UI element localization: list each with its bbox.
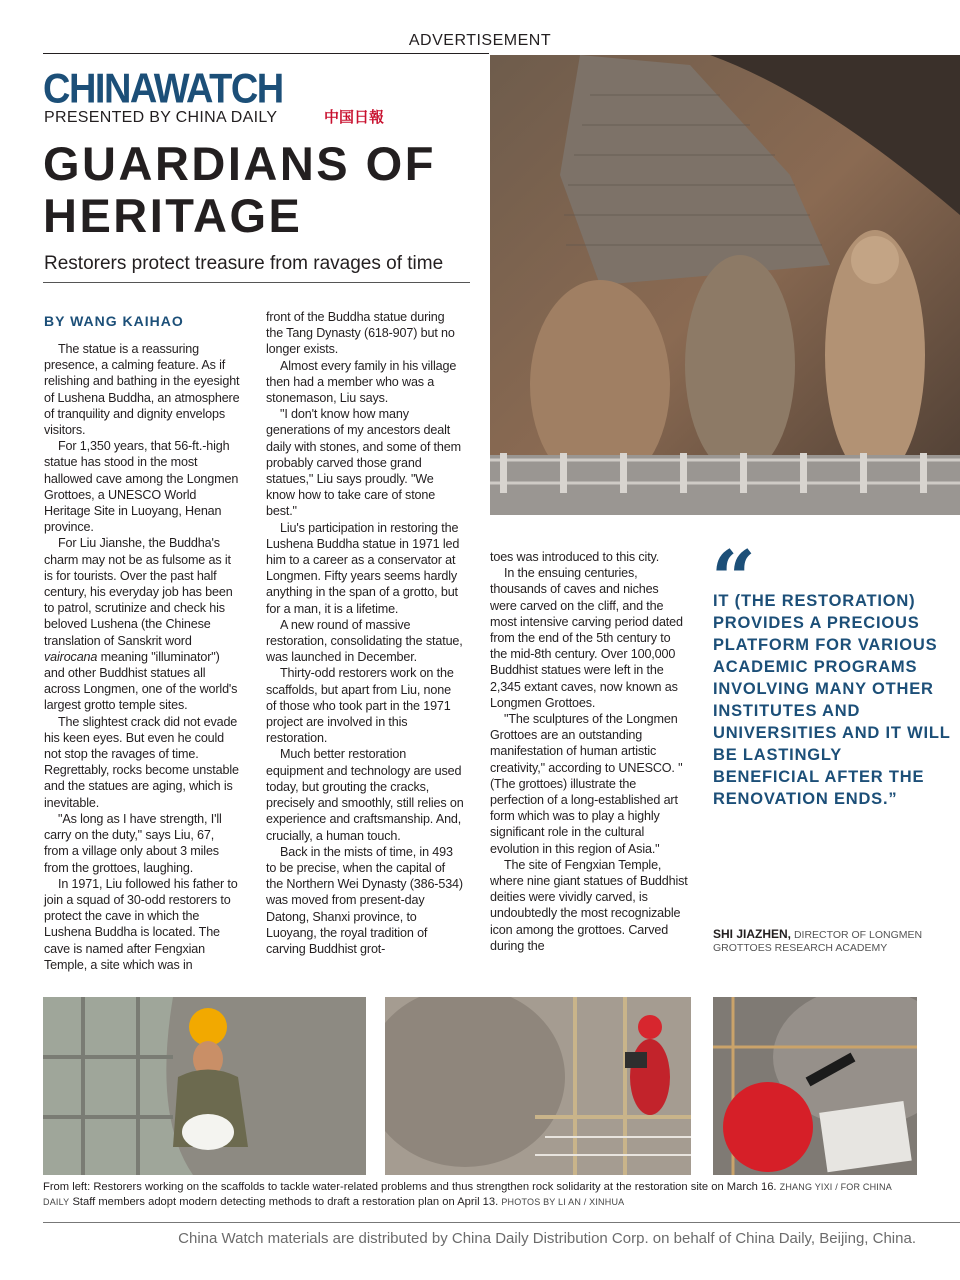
dek: Restorers protect treasure from ravages of time	[44, 253, 444, 274]
paragraph: A new round of massive restoration, consolidating the statue, was launched in December.	[266, 617, 463, 665]
paragraph: The site of Fengxian Temple, where nine giant statues of Buddhist deities were vividly carved, is undoubtedly the most recognizable icon among the grottoes. Carved during the	[490, 857, 688, 953]
paragraph: "I don't know how many generations of my ancestors dealt daily with stones, and some of them probably carved those grand statues," Liu says proudly. "We know how to take care of stone best."	[266, 407, 461, 519]
paragraph: The statue is a reassuring presence, a calming feature. As if relishing and bathing in the eyesight of Lushena Buddha, an atmosphere of tranquility and dignity envelops visitors.	[44, 342, 240, 438]
grotto-statues-photo	[490, 55, 960, 515]
dek-divider	[43, 282, 470, 283]
china-watch-logo: CHINAWATCH	[43, 66, 283, 113]
quote-mark-icon: “	[711, 534, 756, 625]
paragraph: In the ensuing centuries, thousands of caves and niches were carved on the cliff, and the most intensive carving period dated from the end of the 5th century to the mid-8th century. Over 100,000 Buddhist statues were left in the 2,345 extant caves, now known as Longmen Grottoes.	[490, 566, 683, 710]
top-divider	[43, 53, 489, 54]
restoration-plan-photo	[713, 997, 917, 1175]
article-column-1	[44, 341, 242, 973]
quote-attribution: SHI JIAZHEN, DIRECTOR OF LONGMEN GROTTOES RESEARCH ACADEMY	[713, 927, 923, 954]
restorer-scaffold-photo	[43, 997, 366, 1175]
paragraph: "As long as I have strength, I'll carry on the duty," says Liu, 67, from a village only about 3 miles from the grottoes, laughing.	[44, 811, 222, 875]
pull-quote: IT (THE RESTORATION) PROVIDES A PRECIOUS PLATFORM FOR VARIOUS ACADEMIC PROGRAMS INVOLVING MANY OTHER INSTITUTES AND UNIVERSITIES AND IT WILL BE LASTINGLY BENEFICIAL AFTER THE RENOVATION ENDS.”	[713, 592, 951, 808]
photo-caption: From left: Restorers working on the scaffolds to tackle water-related problems and thus strengthen rock solidarity at the restoration site on March 16. ZHANG YIXI / FOR CHINA DAILY Staff members adopt modern detecting methods to draft a restoration plan on April 13. PHOTOS BY LI AN / XINHUA	[43, 1181, 892, 1208]
paragraph: front of the Buddha statue during the Tang Dynasty (618-907) but no longer exists.	[266, 310, 455, 357]
article-column-3	[490, 549, 688, 954]
article-column-2	[266, 309, 464, 957]
footer-divider	[43, 1222, 960, 1223]
paragraph: For Liu Jianshe, the Buddha's charm may not be as fulsome as it is for tourists. Over the past half century, his everyday job has been to patrol, scrutinize and check his beloved Lushena (the Chinese translation of Sanskrit word vairocana meaning "illuminator") and other Buddhist statues all across Longmen, one of the world's largest grotto temple sites.	[44, 536, 238, 713]
paragraph: Back in the mists of time, in 493 to be precise, when the capital of the Northern Wei Dynasty (386-534) was moved from present-day Datong, Shanxi province, to Luoyang, the royal tradition of carving Buddhist grot-	[266, 844, 463, 956]
paragraph: Almost every family in his village then had a member who was a stonemason, Liu says.	[266, 358, 457, 406]
paragraph: Liu's participation in restoring the Lushena Buddha statue in 1971 led him to a career as a conservator at Longmen. Fifty years seems hardly anything in the span of a grotto, but for a man, it is a lifetime.	[266, 520, 460, 616]
paragraph: toes was introduced to this city.	[490, 550, 660, 564]
paragraph: Thirty-odd restorers work on the scaffolds, but apart from Liu, none of those who took part in the 1971 project are involved in this restoration.	[266, 666, 454, 746]
paragraph: Much better restoration equipment and technology are used today, but grouting the cracks, precisely and smoothly, still relies on experience and craftsmanship. And, crucially, a human touch.	[266, 747, 464, 843]
presented-by: PRESENTED BY CHINA DAILY	[44, 109, 278, 126]
advertisement-label: ADVERTISEMENT	[408, 32, 552, 49]
paragraph: In 1971, Liu followed his father to join a squad of 30-odd restorers to protect the cave in which the Lushena Buddha is located. The cave is named after Fengxian Temple, a site which was in	[44, 876, 238, 972]
byline: BY WANG KAIHAO	[44, 313, 184, 329]
china-daily-logo: 中国日報	[324, 108, 385, 126]
restorer-tablet-photo	[385, 997, 691, 1175]
footer-note: China Watch materials are distributed by China Daily Distribution Corp. on behalf of China Daily, Beijing, China.	[178, 1230, 916, 1247]
paragraph: "The sculptures of the Longmen Grottoes are an outstanding manifestation of human artistic creativity," according to UNESCO. "(The grottoes) illustrate the perfection of a long-established art form which was to play a highly significant role in the cultural evolution in this region of Asia."	[490, 712, 683, 856]
paragraph: For 1,350 years, that 56-ft.-high statue has stood in the most hallowed cave among the Longmen Grottoes, a UNESCO World Heritage Site in Luoyang, Henan province.	[44, 439, 239, 535]
headline: GUARDIANS OF HERITAGE	[43, 137, 436, 242]
paragraph: The slightest crack did not evade his keen eyes. But even he could not stop the ravages of time. Regrettably, rocks become unstable and the statues are aging, which is inevitable.	[44, 714, 239, 810]
